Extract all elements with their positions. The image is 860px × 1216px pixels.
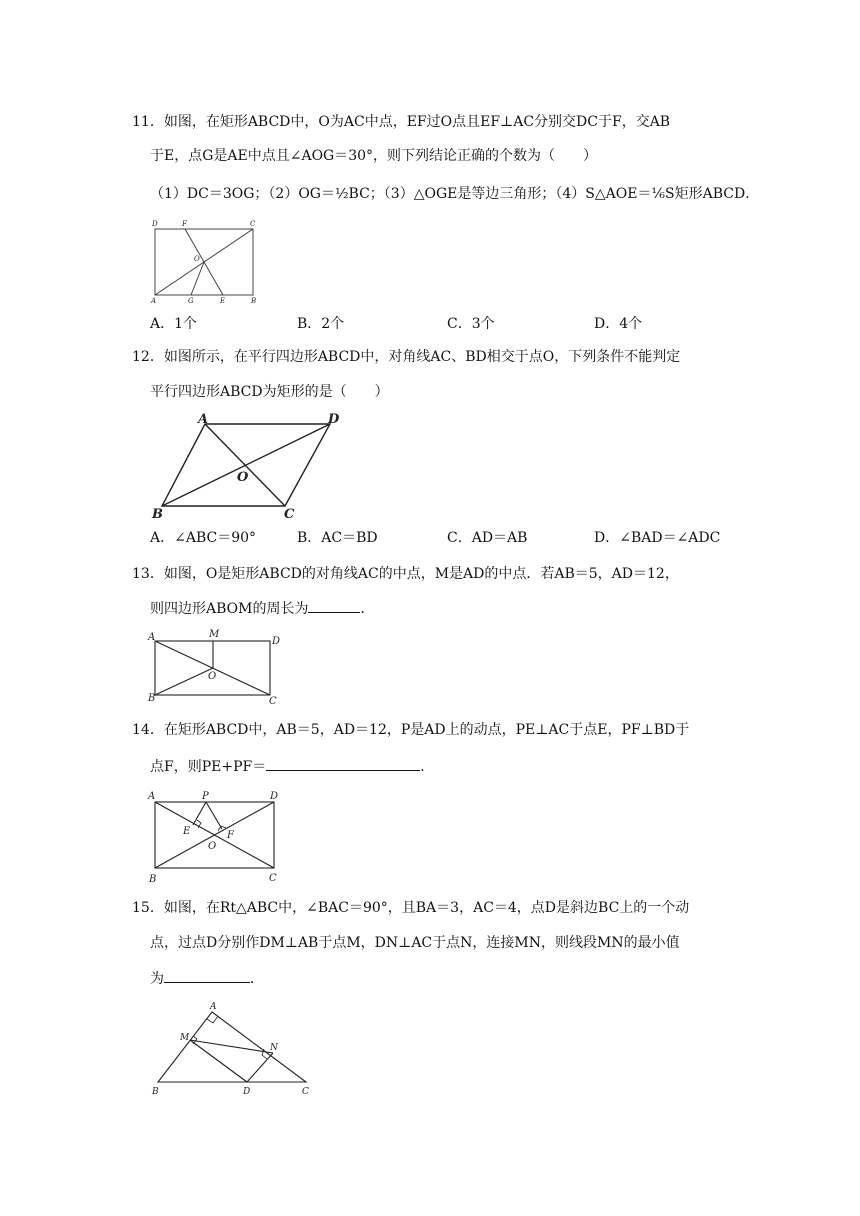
q13-label-o: O bbox=[208, 671, 217, 682]
q13-label-b: B bbox=[148, 693, 156, 704]
q12-line2: 平行四边形ABCD为矩形的是（ ） bbox=[150, 384, 389, 400]
q15-line3 bbox=[150, 968, 264, 989]
q14-label-a: A bbox=[148, 791, 156, 802]
q13-line2-end: ． bbox=[360, 601, 375, 617]
q14-label-p: P bbox=[202, 791, 209, 802]
q13-label-d: D bbox=[272, 636, 281, 647]
q11-label-e: E bbox=[220, 297, 226, 305]
q14-figure bbox=[144, 786, 286, 886]
q11-option-c: C．3个 bbox=[447, 316, 495, 332]
q12-label-b: B bbox=[152, 507, 163, 522]
q11-label-g: G bbox=[188, 297, 194, 305]
q13-line1: 13．如图，O是矩形ABCD的对角线AC的中点，M是AD的中点．若AB＝5，AD＝12， bbox=[132, 566, 679, 582]
q12-option-c: C．AD＝AB bbox=[447, 530, 528, 546]
q14-label-b: B bbox=[149, 874, 157, 885]
q13-label-c: C bbox=[269, 696, 277, 706]
q14-label-d: D bbox=[270, 791, 279, 802]
q14-line2 bbox=[150, 756, 434, 777]
q13-label-m: M bbox=[209, 629, 220, 640]
q13-line2-text: 则四边形ABOM的周长为 bbox=[150, 601, 309, 617]
q11-option-a: A．1个 bbox=[150, 316, 198, 332]
q15-label-a: A bbox=[210, 1002, 217, 1012]
q11-label-a: A bbox=[151, 297, 157, 305]
q12-label-d: D bbox=[328, 412, 340, 427]
q15-line1: 15．如图，在Rt△ABC中，∠BAC＝90°，且BA＝3，AC＝4，点D是斜边BC上的一个动 bbox=[132, 900, 690, 916]
q12-label-c: C bbox=[284, 507, 295, 522]
q12-option-d: D．∠BAD＝∠ADC bbox=[594, 530, 721, 546]
q14-label-f: F bbox=[227, 830, 234, 841]
q15-label-c: C bbox=[302, 1087, 309, 1097]
q15-figure bbox=[144, 998, 320, 1102]
q14-label-e: E bbox=[183, 826, 191, 837]
q11-label-f: F bbox=[182, 220, 187, 228]
q15-label-b: B bbox=[152, 1087, 159, 1097]
q15-label-n: N bbox=[270, 1043, 278, 1053]
q12-label-a: A bbox=[198, 412, 209, 427]
q15-label-m: M bbox=[180, 1033, 190, 1043]
q11-line2: 于E，点G是AE中点且∠AOG＝30°，则下列结论正确的个数为（ ） bbox=[150, 148, 598, 164]
q14-line2-text: 点F，则PE+PF＝ bbox=[150, 759, 267, 775]
q11-line3: （1）DC＝3OG；（2）OG＝½BC；（3）△OGE是等边三角形；（4）S△AOE＝⅙S矩形ABCD． bbox=[150, 186, 760, 202]
q15-line2: 点，过点D分别作DM⊥AB于点M，DN⊥AC于点N，连接MN，则线段MN的最小值 bbox=[150, 935, 680, 951]
q11-option-d: D．4个 bbox=[594, 316, 643, 332]
q14-line1: 14．在矩形ABCD中，AB＝5，AD＝12，P是AD上的动点，PE⊥AC于点E，PF⊥BD于 bbox=[132, 722, 690, 738]
q13-answer-blank bbox=[308, 598, 360, 613]
q11-figure bbox=[148, 218, 260, 306]
q14-line2-end: ． bbox=[420, 759, 435, 775]
q15-label-d: D bbox=[243, 1087, 251, 1097]
q11-label-o: O bbox=[194, 255, 200, 263]
q14-answer-blank bbox=[266, 756, 420, 771]
q14-label-o: O bbox=[208, 841, 217, 852]
q15-answer-blank bbox=[164, 968, 250, 983]
q13-line2 bbox=[150, 598, 374, 619]
q12-option-a: A．∠ABC＝90° bbox=[150, 530, 257, 546]
q11-label-d: D bbox=[152, 220, 158, 228]
q11-label-b: B bbox=[251, 297, 257, 305]
q14-label-c: C bbox=[269, 873, 277, 884]
q13-figure bbox=[146, 626, 284, 706]
q11-option-b: B．2个 bbox=[297, 316, 345, 332]
q12-line1: 12．如图所示，在平行四边形ABCD中，对角线AC、BD相交于点O，下列条件不能判定 bbox=[132, 349, 681, 365]
q11-label-c: C bbox=[250, 220, 256, 228]
q11-line1: 11．如图，在矩形ABCD中，O为AC中点，EF过O点且EF⊥AC分别交DC于F，交AB bbox=[132, 114, 671, 130]
q15-line3-text: 为 bbox=[150, 971, 164, 987]
q12-figure bbox=[148, 410, 348, 522]
q13-label-a: A bbox=[148, 632, 156, 643]
q15-line3-end: ． bbox=[250, 971, 264, 987]
q12-label-o: O bbox=[237, 470, 249, 485]
q12-option-b: B．AC＝BD bbox=[297, 530, 378, 546]
